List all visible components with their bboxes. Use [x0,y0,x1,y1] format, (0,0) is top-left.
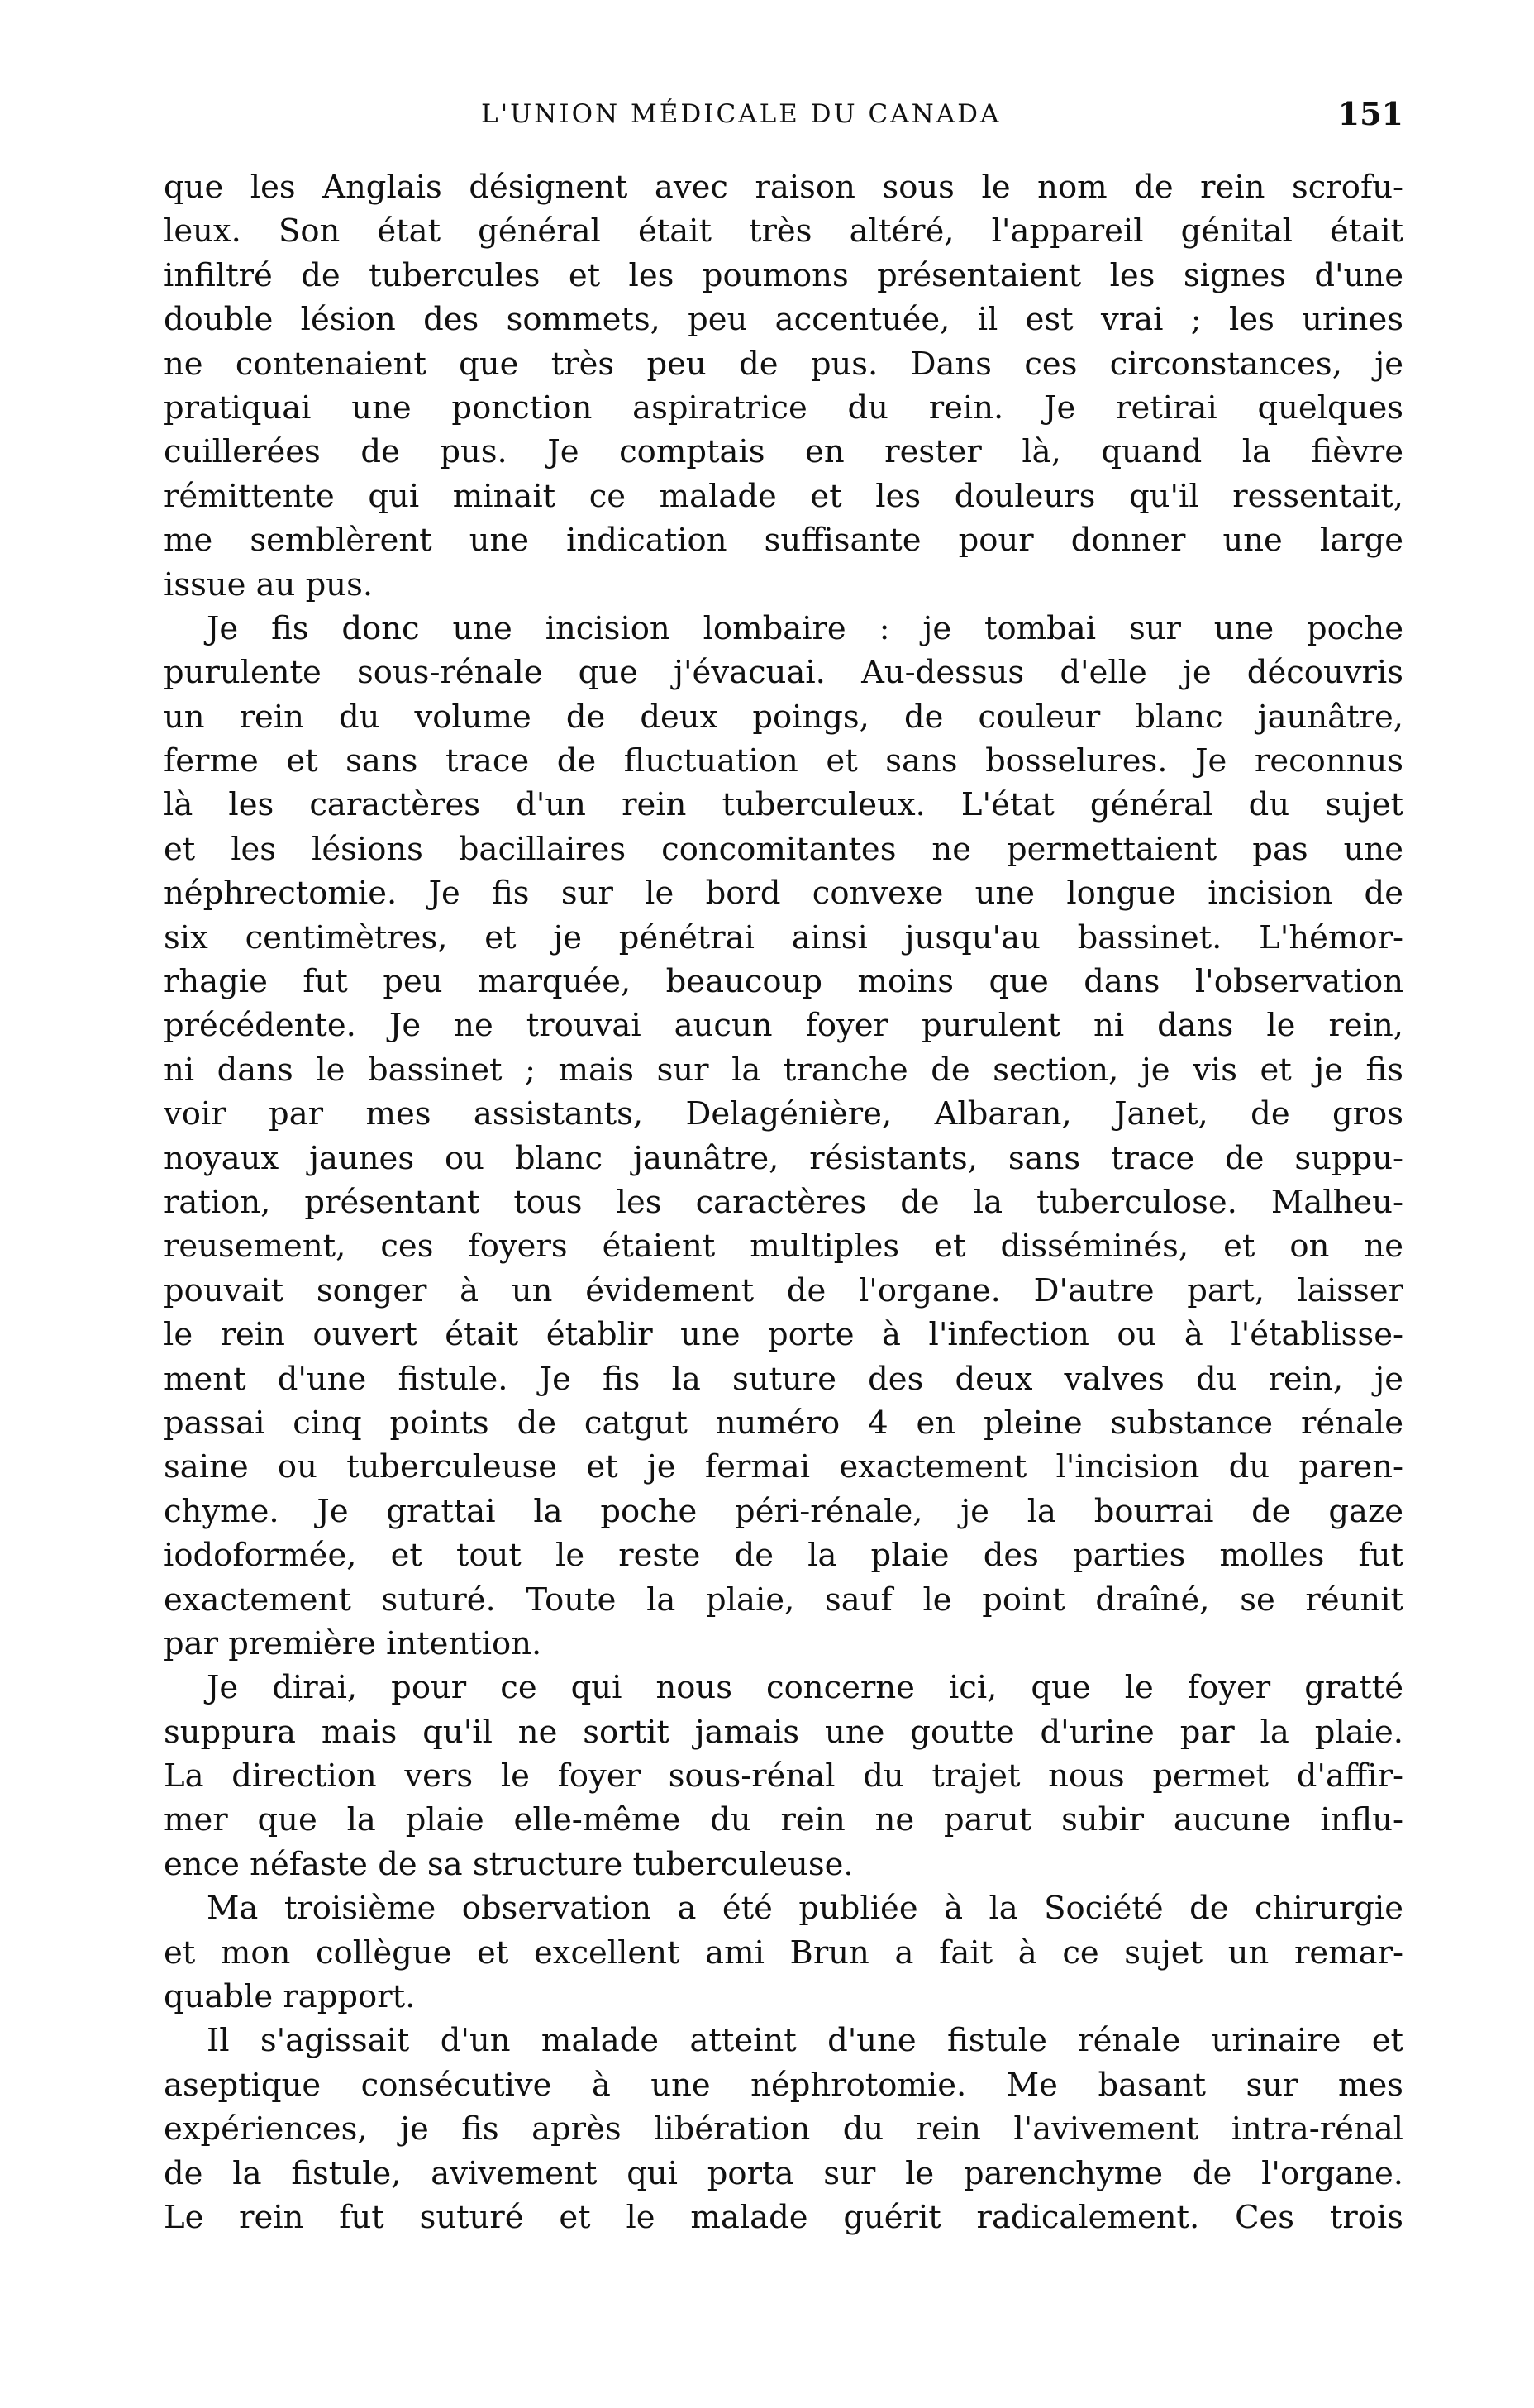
text-line: que les Anglais désignent avec raison sous le nom de rein scrofu- [164,169,1403,206]
text-line: de la fistule, avivement qui porta sur le parenchyme de l'organe. [164,2154,1403,2192]
text-line: expériences, je fis après libération du rein l'avivement intra-rénal [164,2110,1403,2148]
text-line: un rein du volume de deux poings, de couleur blanc jaunâtre, [164,698,1403,736]
text-line: Ma troisième observation a été publiée à la Société de chirurgie [207,1890,1403,1928]
text-line: Je fis donc une incision lombaire : je tombai sur une poche [207,609,1403,647]
text-line: Le rein fut suturé et le malade guérit radicalement. Ces trois [164,2198,1403,2236]
text-line: purulente sous-rénale que j'évacuai. Au-dessus d'elle je découvris [164,654,1403,692]
text-line: double lésion des sommets, peu accentuée, il est vrai ; les urines [164,301,1403,339]
text-line: là les caractères d'un rein tuberculeux. L'état général du sujet [164,786,1403,824]
text-line: Il s'agissait d'un malade atteint d'une fistule rénale urinaire et [207,2022,1403,2060]
text-line: leux. Son état général était très altéré, l'appareil génital était [164,212,1403,250]
text-line: précédente. Je ne trouvai aucun foyer purulent ni dans le rein, [164,1007,1403,1045]
text-line: six centimètres, et je pénétrai ainsi jusqu'au bassinet. L'hémor- [164,918,1403,956]
text-line: ration, présentant tous les caractères de la tuberculose. Malheu- [164,1183,1403,1221]
text-line: pratiquai une ponction aspiratrice du rein. Je retirai quelques [164,389,1403,427]
text-line: et les lésions bacillaires concomitantes ne permettaient pas une [164,830,1403,868]
page-number: 151 [1337,95,1403,132]
text-line: néphrectomie. Je fis sur le bord convexe une longue incision de [164,875,1403,913]
text-line: ne contenaient que très peu de pus. Dans ces circonstances, je [164,345,1403,383]
text-line: passai cinq points de catgut numéro 4 en pleine substance rénale [164,1404,1403,1442]
text-line: issue au pus. [164,565,374,603]
text-line: ferme et sans trace de fluctuation et sans bosselures. Je reconnus [164,742,1403,780]
text-line: quable rapport. [164,1978,416,2016]
text-line: suppura mais qu'il ne sortit jamais une goutte d'urine par la plaie. [164,1713,1403,1751]
text-line: La direction vers le foyer sous-rénal du trajet nous permet d'affir- [164,1757,1403,1795]
text-line: noyaux jaunes ou blanc jaunâtre, résistants, sans trace de suppu- [164,1139,1403,1177]
text-line: Je dirai, pour ce qui nous concerne ici, que le foyer gratté [207,1669,1403,1707]
text-line: ni dans le bassinet ; mais sur la tranche de section, je vis et je fis [164,1051,1403,1089]
text-line: exactement suturé. Toute la plaie, sauf le point draîné, se réunit [164,1581,1403,1619]
text-line: et mon collègue et excellent ami Brun a fait à ce sujet un remar- [164,1934,1403,1972]
text-line: cuillerées de pus. Je comptais en rester là, quand la fièvre [164,433,1403,471]
text-line: voir par mes assistants, Delagénière, Albaran, Janet, de gros [164,1095,1403,1133]
text-line: le rein ouvert était établir une porte à l'infection ou à l'établisse- [164,1316,1403,1354]
text-line: pouvait songer à un évidement de l'organe. D'autre part, laisser [164,1271,1403,1309]
text-line: aseptique consécutive à une néphrotomie. Me basant sur mes [164,2066,1403,2104]
page-header [164,89,1403,139]
text-line: chyme. Je grattai la poche péri-rénale, je la bourrai de gaze [164,1492,1403,1530]
text-line: infiltré de tubercules et les poumons présentaient les signes d'une [164,256,1403,294]
text-line: par première intention. [164,1624,542,1662]
text-line: saine ou tuberculeuse et je fermai exactement l'incision du paren- [164,1448,1403,1486]
text-line: ence néfaste de sa structure tuberculeuse. [164,1845,854,1883]
text-line: me semblèrent une indication suffisante pour donner une large [164,522,1403,560]
running-title: L'UNION MÉDICALE DU CANADA [481,99,1002,129]
text-line: ment d'une fistule. Je fis la suture des deux valves du rein, je [164,1360,1403,1398]
text-line: rémittente qui minait ce malade et les douleurs qu'il ressentait, [164,477,1403,515]
text-line: reusement, ces foyers étaient multiples et disséminés, et on ne [164,1228,1403,1266]
text-line: mer que la plaie elle-même du rein ne parut subir aucune influ- [164,1801,1403,1839]
text-line: rhagie fut peu marquée, beaucoup moins que dans l'observation [164,963,1403,1001]
body-text [164,165,1403,2239]
text-line: iodoformée, et tout le reste de la plaie des parties molles fut [164,1537,1403,1575]
